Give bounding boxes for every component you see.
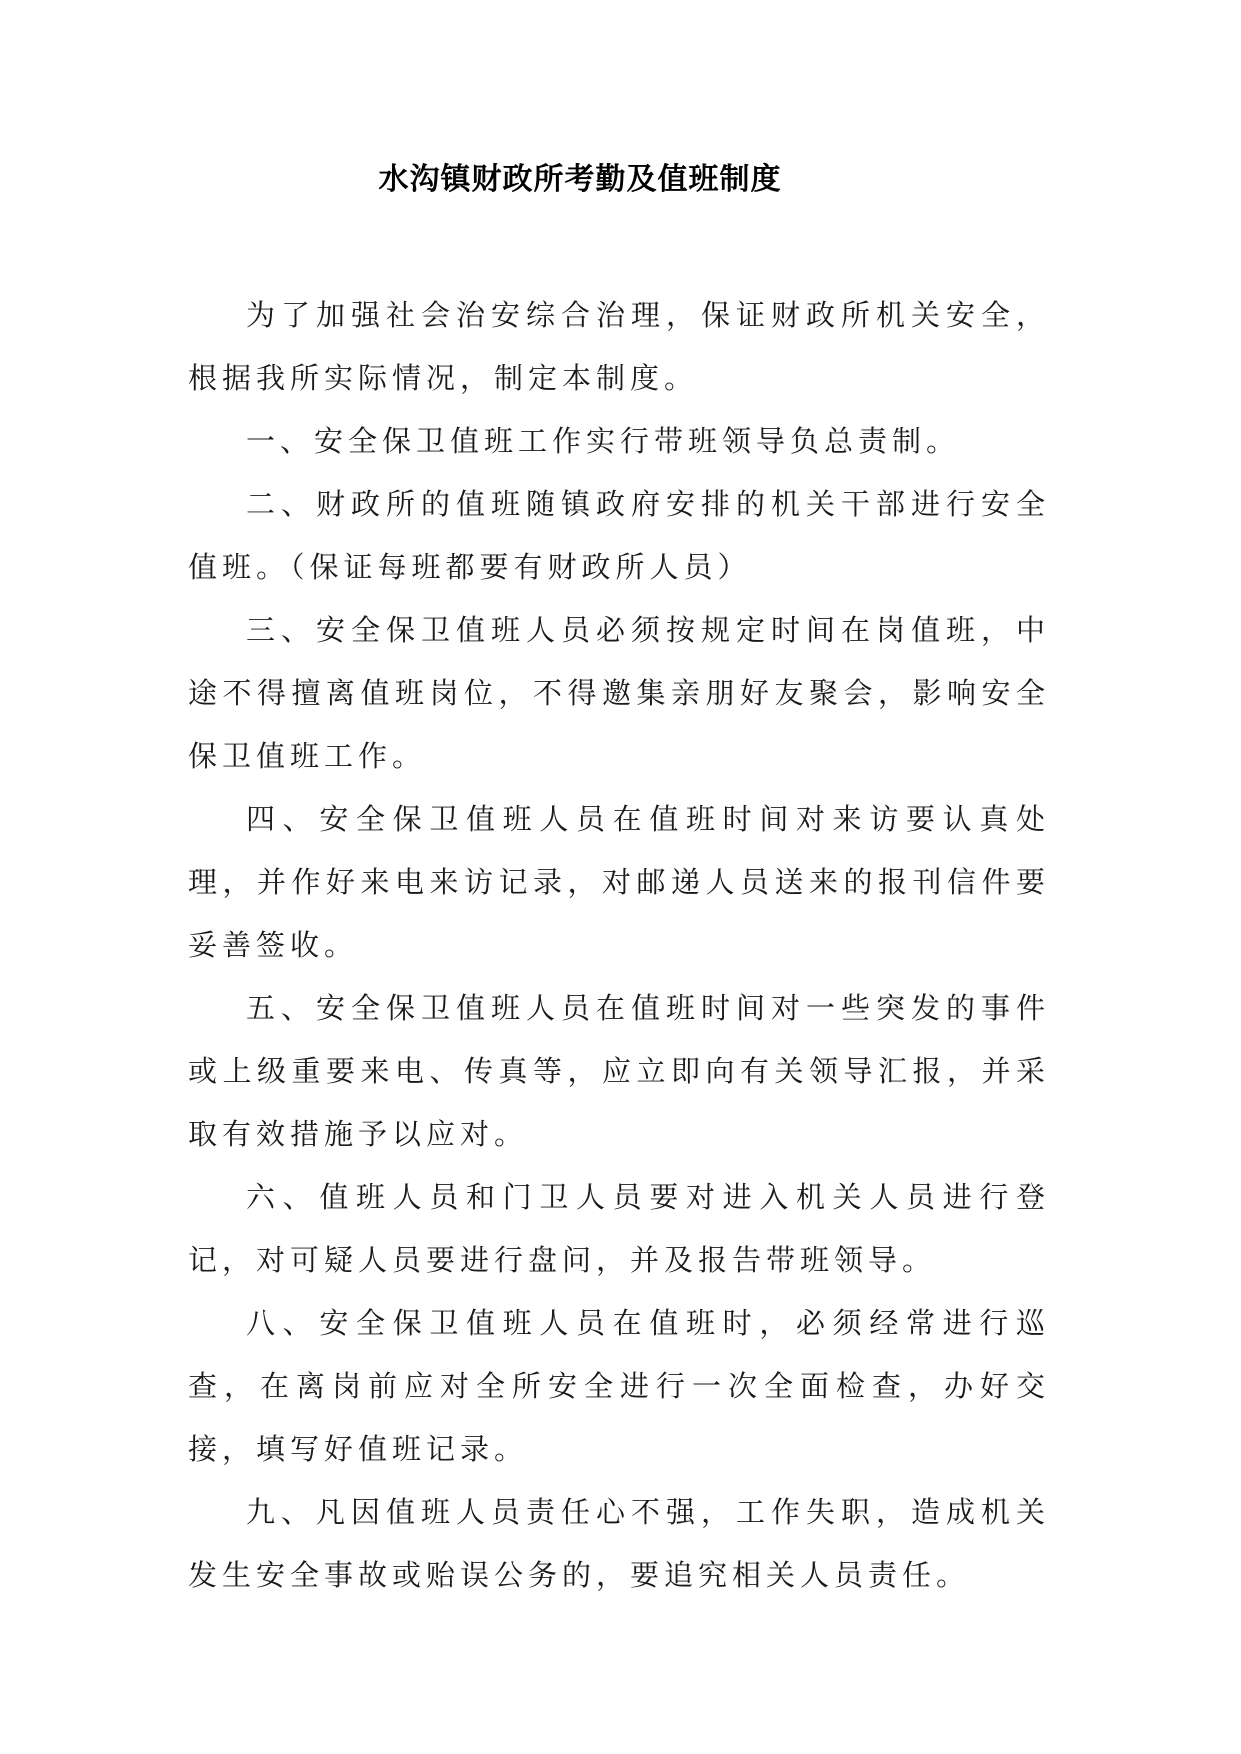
- paragraph-item-3: 三、安全保卫值班人员必须按规定时间在岗值班，中途不得擅离值班岗位，不得邀集亲朋好友聚会，影响安全保卫值班工作。: [188, 613, 1050, 773]
- document-title: 水沟镇财政所考勤及值班制度: [378, 162, 782, 197]
- paragraph-item-5: 五、安全保卫值班人员在值班时间对一些突发的事件或上级重要来电、传真等，应立即向有关领导汇报，并采取有效措施予以应对。: [188, 991, 1050, 1151]
- paragraph-item-1: 一、安全保卫值班工作实行带班领导负总责制。: [246, 424, 961, 458]
- paragraph-item-9: 九、凡因值班人员责任心不强，工作失职，造成机关发生安全事故或贻误公务的，要追究相关人员责任。: [188, 1495, 1050, 1592]
- document-body: [188, 284, 1050, 1607]
- paragraph-item-6: 六、值班人员和门卫人员要对进入机关人员进行登记，对可疑人员要进行盘问，并及报告带班领导。: [188, 1180, 1050, 1277]
- paragraph-item-8: 八、安全保卫值班人员在值班时，必须经常进行巡查，在离岗前应对全所安全进行一次全面检查，办好交接，填写好值班记录。: [188, 1306, 1050, 1466]
- paragraph-item-2: 二、财政所的值班随镇政府安排的机关干部进行安全值班。（保证每班都要有财政所人员）: [188, 487, 1050, 584]
- paragraph-intro: 为了加强社会治安综合治理，保证财政所机关安全，根据我所实际情况，制定本制度。: [188, 298, 1050, 395]
- paragraph-item-4: 四、安全保卫值班人员在值班时间对来访要认真处理，并作好来电来访记录，对邮递人员送来的报刊信件要妥善签收。: [188, 802, 1050, 962]
